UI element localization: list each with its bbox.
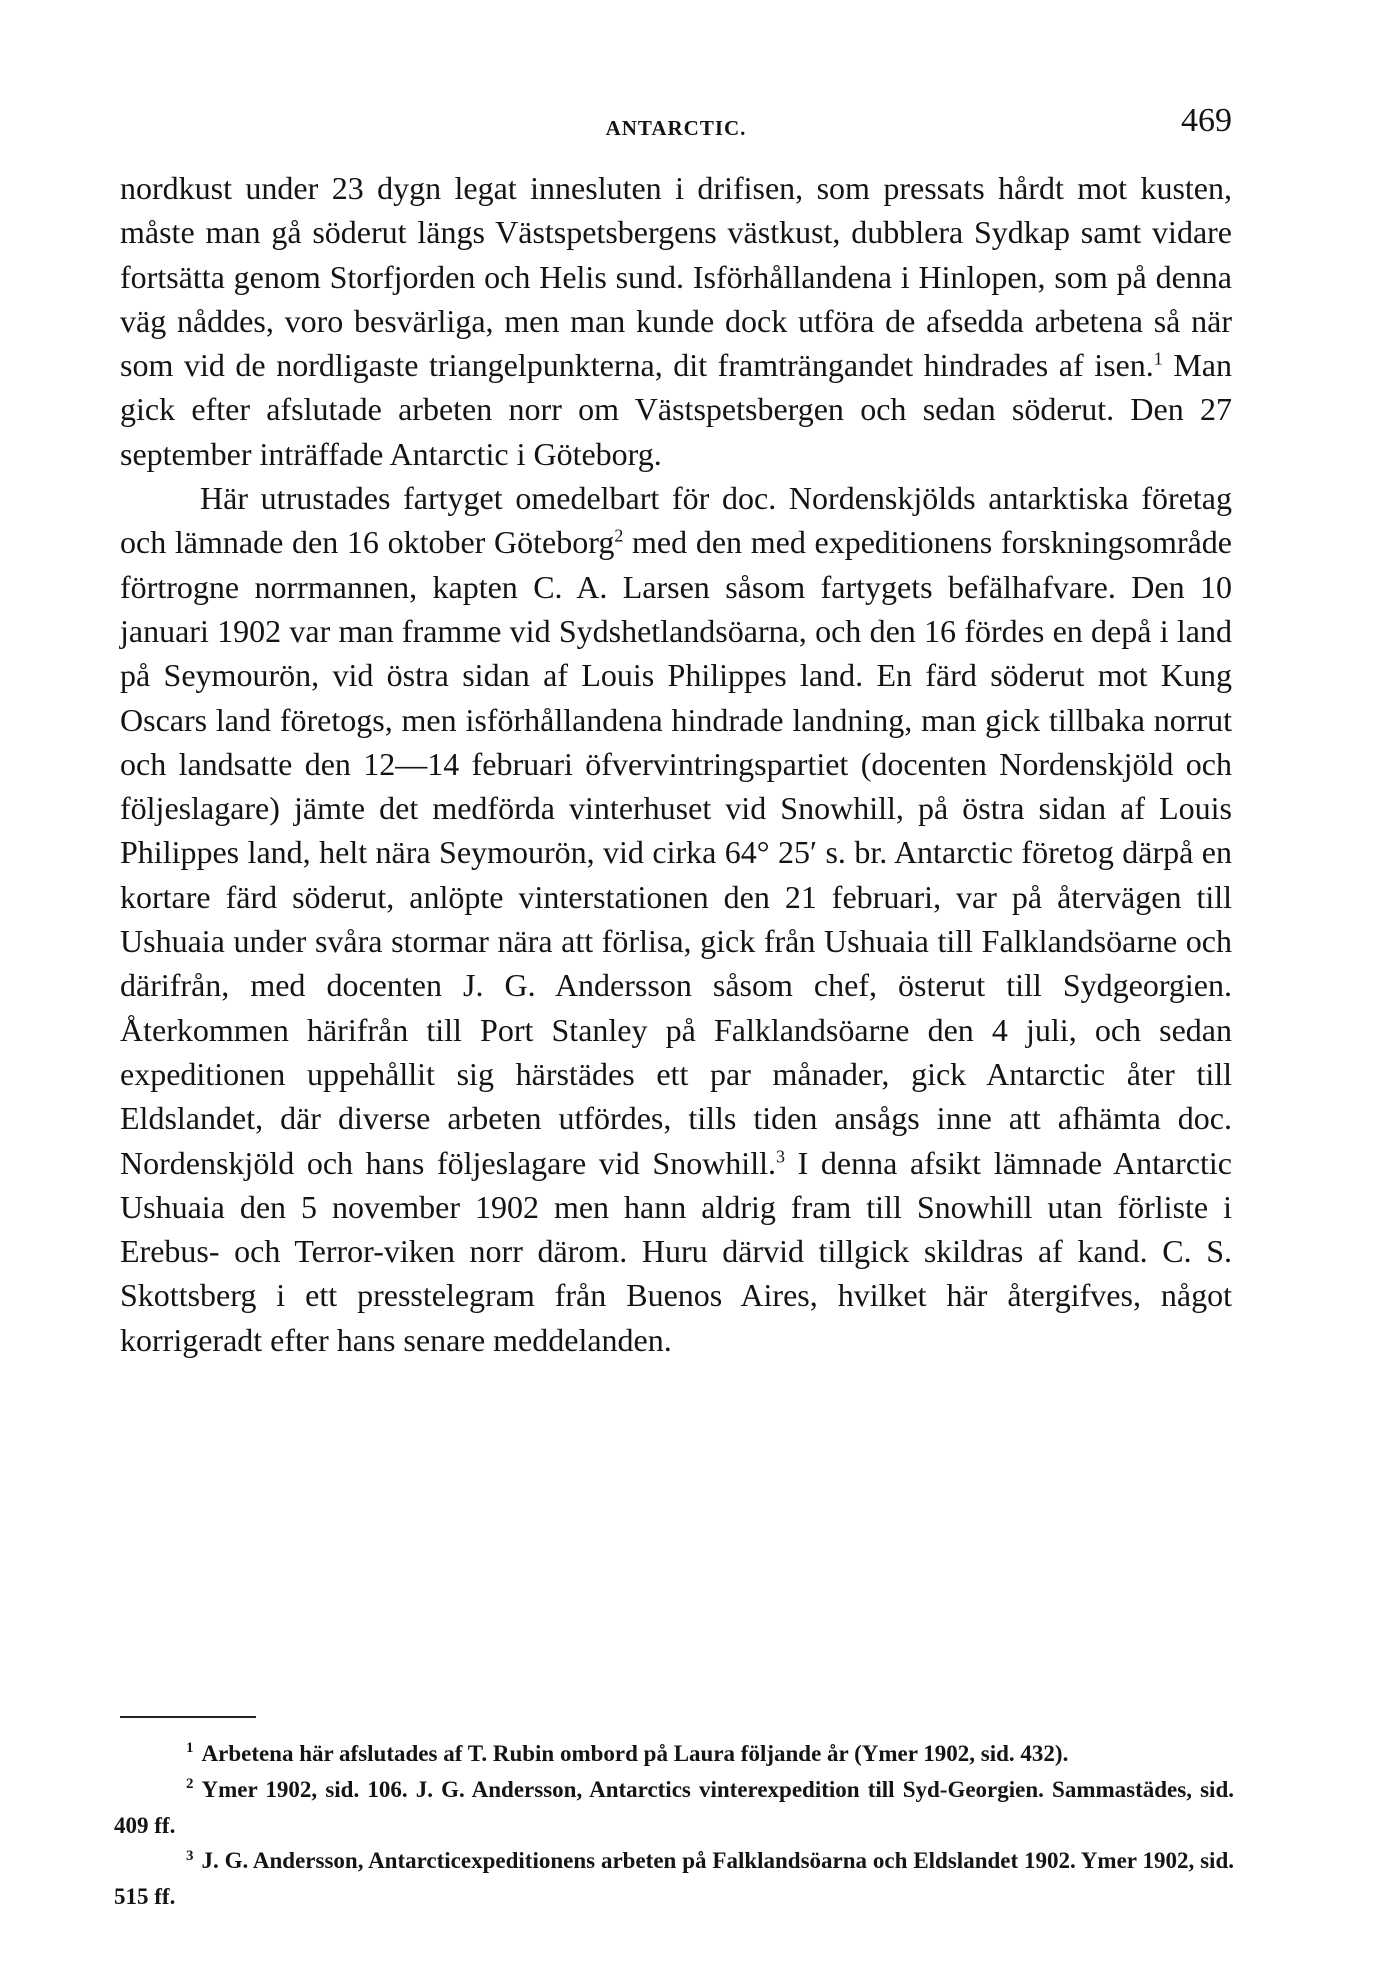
- footnote-ref-3: 3: [775, 1145, 785, 1166]
- running-title: ANTARCTIC.: [605, 116, 747, 140]
- footnote-text: Arbetena här afslutades af T. Rubin ombord på Laura följande år (Ymer 1902, sid. 432).: [201, 1741, 1069, 1766]
- footnote-mark: 1: [186, 1740, 194, 1757]
- footnote-divider: [120, 1716, 256, 1718]
- footnote-2: [114, 1772, 1234, 1844]
- footnote-3: [114, 1843, 1234, 1915]
- footnote-mark: 3: [186, 1847, 194, 1864]
- paragraph-2: [120, 476, 1232, 1362]
- paragraph-2-text-a: Här utrustades fartyget omedelbart för doc. Nordenskjölds antarktiska företag och lämnade den 16 oktober Göteborg: [120, 480, 1232, 561]
- paragraph-1: [120, 166, 1232, 476]
- page-header: [120, 92, 1232, 152]
- footnote-1: [114, 1736, 1234, 1772]
- body-text: [120, 166, 1232, 1362]
- paragraph-1-text-a: nordkust under 23 dygn legat innesluten i drifisen, som pressats hårdt mot kusten, måste man gå söderut längs Västspetsbergens västkust, dubblera Sydkap samt vidare fortsätta genom Storfjorden och Helis sund. Isförhållandena i Hinlopen, som på denna väg nåddes, voro besvärliga, men man kunde dock utföra de afsedda arbetena så när som vid de nordligaste triangelpunkterna, dit framträngandet hindrades af isen.: [120, 170, 1232, 384]
- paragraph-2-text-c: I denna afsikt lämnade Antarctic Ushuaia den 5 november 1902 men hann aldrig fram till Snowhill utan förliste i Erebus- och Terror-viken norr därom. Huru därvid tillgick skildras af kand. C. S. Skottsberg i ett presstelegram från Buenos Aires, hvilket här återgifves, något korrigeradt efter hans senare meddelanden.: [120, 1144, 1233, 1358]
- footnote-mark: 2: [186, 1776, 194, 1793]
- footnote-ref-2: 2: [614, 525, 624, 546]
- footnotes: [114, 1736, 1234, 1915]
- footnote-text: Ymer 1902, sid. 106. J. G. Andersson, Antarctics vinterexpedition till Syd-Georgien. Sammastädes, sid. 409 ff.: [114, 1776, 1234, 1838]
- paragraph-2-text-b: med den med expeditionens forskningsområde förtrogne norrmannen, kapten C. A. Larsen såsom fartygets befälhafvare. Den 10 januari 1902 var man framme vid Sydshetlandsöarna, och den 16 fördes en depå i land på Seymourön, vid östra sidan af Louis Philippes land. En färd söderut mot Kung Oscars land företogs, men isförhållandena hindrade landning, man gick tillbaka norrut och landsatte den 12—14 februari öfvervintringspartiet (docenten Nordenskjöld och följeslagare) jämte det medförda vinterhuset vid Snowhill, på östra sidan af Louis Philippes land, helt nära Seymourön, vid cirka 64° 25′ s. br. Antarctic företog därpå en kortare färd söderut, anlöpte vinterstationen den 21 februari, var på återvägen till Ushuaia under svåra stormar nära att förlisa, gick från Ushuaia till Falklandsöarne och därifrån, med docenten J. G. Andersson såsom chef, österut till Sydgeorgien. Återkommen härifrån till Port Stanley på Falklandsöarne den 4 juli, och sedan expeditionen uppehållit sig härstädes ett par månader, gick Antarctic åter till Eldslandet, där diverse arbeten utfördes, tills tiden ansågs inne att afhämta doc. Nordenskjöld och hans följeslagare vid Snowhill.: [120, 524, 1233, 1181]
- footnote-ref-1: 1: [1153, 348, 1163, 369]
- paragraph-1-text-b: Man gick efter afslutade arbeten norr om Västspetsbergen och sedan söderut. Den 27 september inträffade Antarctic i Göteborg.: [120, 347, 1233, 472]
- page-number: 469: [1181, 102, 1232, 139]
- footnote-text: J. G. Andersson, Antarcticexpeditionens arbeten på Falklandsöarna och Eldslandet 1902. Ymer 1902, sid. 515 ff.: [114, 1848, 1234, 1910]
